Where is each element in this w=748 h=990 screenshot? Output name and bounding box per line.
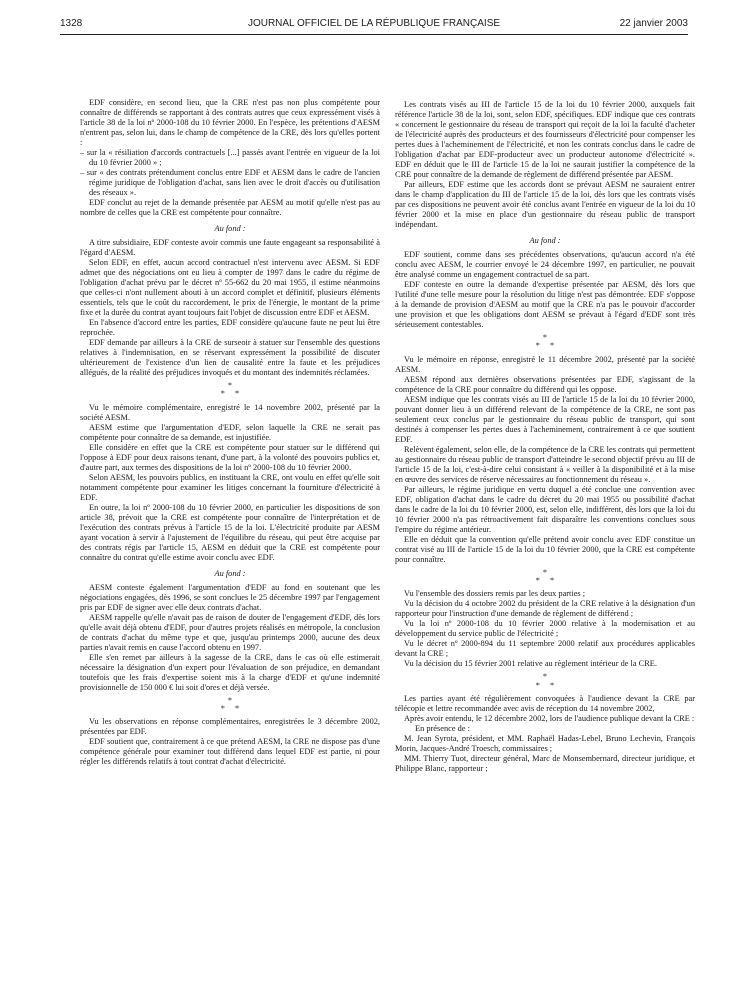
paragraph: M. Jean Syrota, président, et MM. Raphaël Hadas-Lebel, Bruno Lechevin, François Morin, Jacques-André Troesch, commissaires ;: [395, 734, 695, 754]
paragraph: Par ailleurs, EDF estime que les accords dont se prévaut AESM ne sauraient entrer dans le champ d'application du III de l'article 15 de la loi, dès lors que les contrats visés par ces dispositions ne peuvent avoir été conclus avant l'entrée en vigueur de la loi du 10 février 2000 et la mise en place d'un gestionnaire du réseau public de transport indépendant.: [395, 180, 695, 229]
paragraph: Elle considère en effet que la CRE est compétente pour statuer sur le différend qui l'oppose à EDF pour deux raisons tenant, d'une part, à la volonté des pouvoirs publics et, d'autre part, aux termes des dispositions de la loi nº 2000-108 du 10 février 2000.: [80, 442, 380, 472]
paragraph: EDF soutient, comme dans ses précédentes observations, qu'aucun accord n'a été conclu avec AESM, le courrier envoyé le 24 décembre 1997, en particulier, ne pouvait être analysé comme un engagement contractuel de sa part.: [395, 250, 695, 279]
left-column: [80, 98, 380, 767]
section-heading: Au fond :: [529, 236, 561, 245]
paragraph: EDF conclut au rejet de la demande présentée par AESM au motif qu'elle n'est pas au nombre de celles que la CRE est compétente pour connaître.: [80, 198, 380, 217]
paragraph: EDF considère, en second lieu, que la CRE n'est pas non plus compétente pour connaître de différends se rapportant à des contrats autres que ceux expressément visés à l'article 38 de la loi nº 2000-108 du 10 février 2000. En l'espèce, les prétentions d'AESM n'entrent pas, selon lui, dans le champ de compétence de la CRE, dès lors qu'elles portent :: [80, 98, 380, 147]
paragraph: En l'absence d'accord entre les parties, EDF considère qu'aucune faute ne peut lui être reprochée.: [80, 318, 380, 337]
paragraph: En outre, la loi nº 2000-108 du 10 février 2000, en particulier les dispositions de son article 38, prévoit que la CRE est compétente pour connaître de l'interprétation et de l'exécution des contrats prévus à l'article 15 de la loi. L'électricité produite par AESM ayant vocation à servir à l'ajustement de l'équilibre du réseau, qui peut être acquise par des contrats régis par l'article 15, AESM en déduit que la CRE est compétente pour connaître du contrat qu'elle estime avoir conclu avec EDF.: [80, 502, 380, 562]
paragraph: Vu le décret nº 2000-894 du 11 septembre 2000 relatif aux procédures applicables devant la CRE ;: [395, 639, 695, 659]
paragraph: Vu la loi nº 2000-108 du 10 février 2000 relative à la modernisation et au développement du service public de l'électricité ;: [395, 619, 695, 639]
paragraph: Les contrats visés au III de l'article 15 de la loi du 10 février 2000, auxquels fait référence l'article 38 de la loi, sont, selon EDF, spécifiques. EDF indique que ces contrats « concernent le gestionnaire du réseau de transport qui reçoit de la loi la faculté d'acheter de l'électricité auprès des producteurs et des fournisseurs d'électricité pour compenser les pertes dues à l'acheminement de l'électricité, et non les contrats conclus dans le cadre de l'obligation d'achat par EDF-producteur avec un producteur autonome d'électricité ». EDF en déduit que le III de l'article 15 de la loi ne saurait justifier la compétence de la CRE pour connaître de la demande de règlement de différend présentée par AESM.: [395, 100, 695, 179]
paragraph: EDF demande par ailleurs à la CRE de surseoir à statuer sur l'ensemble des questions relatives à l'indemnisation, en se réservant expressément la possibilité de discuter ultérieurement de l'existence d'un lien de causalité entre la faute et les préjudices allégués, de la réalité des préjudices invoqués et du montant des indemnités réclamées.: [80, 338, 380, 377]
paragraph: AESM indique que les contrats visés au III de l'article 15 de la loi du 10 février 2000, pouvant donner lieu à un différend relevant de la compétence de la CRE, ne sont pas seulement ceux conclus par le gestionnaire du réseau public de transport, qui sont destinés à compenser les pertes dues à l'acheminement, contrairement à ce que soutient EDF.: [395, 394, 695, 444]
paragraph: En présence de :: [415, 724, 470, 734]
paragraph: Les parties ayant été régulièrement convoquées à l'audience devant la CRE par télécopie et lettre recommandée avec avis de réception du 14 novembre 2002,: [395, 694, 695, 714]
paragraph: Vu la décision du 4 octobre 2002 du président de la CRE relative à la désignation d'un rapporteur pour l'instruction d'une demande de règlement de différend ;: [395, 599, 695, 619]
paragraph: AESM estime que l'argumentation d'EDF, selon laquelle la CRE ne serait pas compétente pour connaître de sa demande, est injustifiée.: [80, 422, 380, 442]
page-number: 1328: [60, 18, 83, 29]
paragraph: Vu le mémoire complémentaire, enregistré le 14 novembre 2002, présenté par la société AESM.: [80, 402, 380, 422]
paragraph: Selon EDF, en effet, aucun accord contractuel n'est intervenu avec AESM. Si EDF admet que des négociations ont eu lieu à compter de 1997 dans le cadre du régime de l'obligation d'achat prévu par le décret nº 55-662 du 20 mai 1955, il estime néanmoins que celles-ci n'ont nullement abouti à un accord complet et définitif, plusieurs éléments essentiels, tels que le coût du raccordement, le prix de l'énergie, le montant de la prime fixe et la durée du contrat ayant toujours fait l'objet de discussion entre EDF et AESM.: [80, 258, 380, 317]
journal-title: JOURNAL OFFICIEL DE LA RÉPUBLIQUE FRANÇAISE: [247, 18, 501, 29]
right-column: [395, 100, 695, 774]
section-separator: *: [542, 672, 548, 682]
paragraph: Elle en déduit que la convention qu'elle prétend avoir conclu avec EDF constitue un contrat visé au III de l'article 15 de la loi du 10 février 2000, que la CRE est compétente pour connaître.: [395, 534, 695, 564]
paragraph: Vu l'ensemble des dossiers remis par les deux parties ;: [404, 589, 586, 599]
paragraph: AESM rappelle qu'elle n'avait pas de raison de douter de l'engagement d'EDF, dès lors qu'elle avait déjà obtenu d'EDF, pour d'autres projets réalisés en métropole, la conclusion de contrats d'achat du même type et que, jusqu'au printemps 2000, aucune des deux parties n'avait remis en cause l'accord obtenu en 1997.: [80, 612, 380, 652]
section-separator: *: [227, 381, 233, 390]
paragraph: AESM conteste également l'argumentation d'EDF au fond en soutenant que les négociations engagées, dès 1996, se sont conclues le 25 décembre 1997 par l'engagement pris par EDF de signer avec elle deux contrats d'achat.: [80, 582, 380, 612]
section-separator: * *: [535, 576, 555, 586]
section-heading: Au fond :: [214, 568, 246, 578]
section-separator: * *: [220, 389, 240, 399]
paragraph: Vu le mémoire en réponse, enregistré le 11 décembre 2002, présenté par la société AESM.: [395, 354, 695, 374]
paragraph: Elle s'en remet par ailleurs à la sagesse de la CRE, dans le cas où elle estimerait nécessaire la désignation d'un expert pour l'évaluation de son préjudice, en demandant toutefois que les frais d'expertise soient mis à la charge d'EDF et qu'une indemnité provisionnelle de 150 000 € lui soit d'ores et déjà versée.: [80, 652, 380, 692]
page-header: [60, 18, 688, 32]
paragraph: MM. Thierry Tuot, directeur général, Marc de Monsembernard, directeur juridique, et Philippe Blanc, rapporteur ;: [395, 754, 695, 774]
paragraph: Vu la décision du 15 février 2001 relative au règlement intérieur de la CRE.: [404, 659, 657, 669]
paragraph: AESM répond aux dernières observations présentées par EDF, s'agissant de la compétence de la CRE pour connaître du différend qui les oppose.: [395, 374, 695, 394]
section-separator: *: [542, 333, 548, 342]
section-heading: Au fond :: [214, 224, 246, 233]
paragraph: A titre subsidiaire, EDF conteste avoir commis une faute engageant sa responsabilité à l'égard d'AESM.: [80, 238, 380, 257]
paragraph: Après avoir entendu, le 12 décembre 2002, lors de l'audience publique devant la CRE :: [404, 714, 695, 724]
paragraph: Relèvent également, selon elle, de la compétence de la CRE les contrats qui permettent au gestionnaire du réseau public de transport d'atteindre le second objectif prévu au III de l'article 15 de la loi, c'est-à-dire celui consistant à « veiller à la disponibilité et à la mise en œuvre des services de réserve nécessaires au fonctionnement du réseau ».: [395, 444, 695, 484]
paragraph: EDF soutient que, contrairement à ce que prétend AESM, la CRE ne dispose pas d'une compétence générale pour examiner tout différend dans lequel EDF est partie, ni pour régler les différends relatifs à tout contrat d'achat d'électricité.: [80, 737, 380, 767]
section-separator: * *: [535, 680, 555, 690]
paragraph: Vu les observations en réponse complémentaires, enregistrées le 3 décembre 2002, présentées par EDF.: [80, 717, 380, 737]
section-separator: *: [542, 567, 548, 577]
paragraph: Par ailleurs, le régime juridique en vertu duquel a été conclue une convention avec EDF, obligation d'achat dans le cadre du décret du 20 mai 1955 ou possibilité d'achat dans le cadre de la loi du 10 février 2000, est, selon elle, indifférent, dès lors que la loi du 10 février 2000 n'a pas rétroactivement fait disparaître les conventions conclues sous l'empire du régime antérieur.: [395, 484, 695, 534]
list-item: – sur la « résiliation d'accords contractuels [...] passés avant l'entrée en vigueur de la loi du 10 février 2000 » ;: [80, 148, 380, 167]
list-item: – sur « des contrats prétendument conclus entre EDF et AESM dans le cadre de l'ancien régime juridique de l'obligation d'achat, sans lien avec le droit d'accès ou d'utilisation des réseaux ».: [80, 168, 380, 197]
issue-date: 22 janvier 2003: [619, 18, 688, 29]
paragraph: Selon AESM, les pouvoirs publics, en instituant la CRE, ont voulu en effet qu'elle soit notamment compétente pour examiner les litiges concernant la fourniture d'électricité à EDF.: [80, 472, 380, 502]
paragraph: EDF conteste en outre la demande d'expertise présentée par AESM, dès lors que l'utilité d'une telle mesure pour la résolution du litige n'est pas démontrée. EDF s'oppose à la demande de provision d'AESM au motif que la CRE n'a pas le pouvoir d'accorder une provision et que les obligations dont AESM se prévaut à l'égard d'EDF sont très sérieusement contestables.: [395, 280, 695, 329]
section-separator: * *: [535, 341, 555, 351]
section-separator: *: [227, 695, 233, 705]
header-rule: [60, 34, 688, 35]
section-separator: * *: [220, 704, 240, 714]
